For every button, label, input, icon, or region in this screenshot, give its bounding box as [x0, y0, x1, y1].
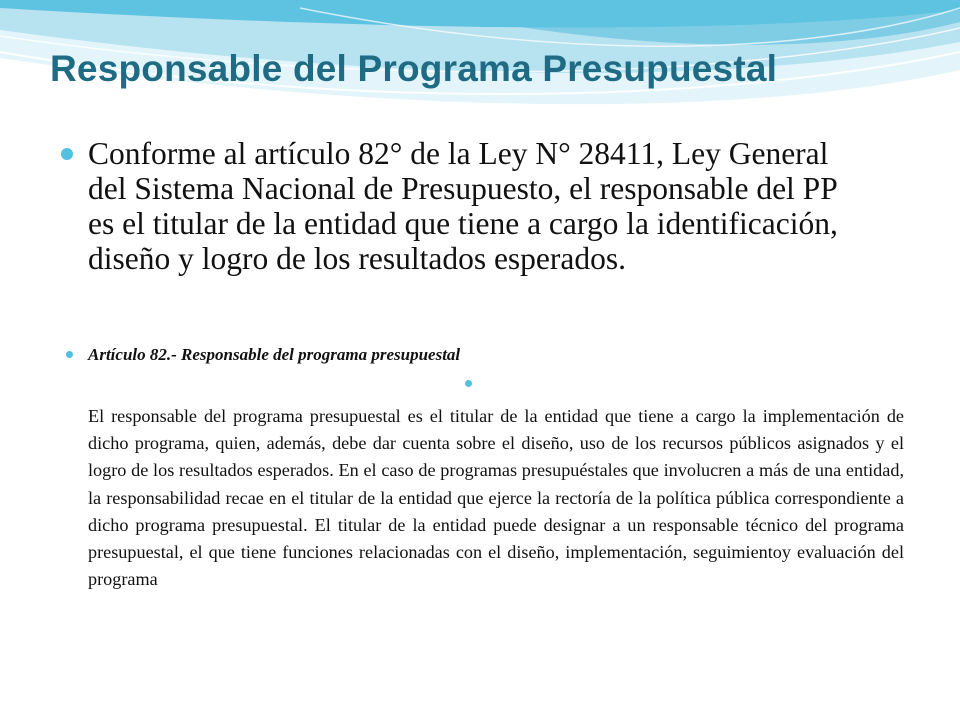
article-heading: Artículo 82.- Responsable del programa presupuestal: [88, 345, 461, 364]
bullet-dot-main: [61, 148, 73, 160]
bullet-main-text: Conforme al artículo 82° de la Ley N° 28411, Ley General del Sistema Nacional de Presupuesto, el responsable del PP es el titular de la entidad que tiene a cargo la identificación, diseño y logro de los resultados esperados.: [88, 136, 838, 276]
article-paragraph: El responsable del programa presupuestal es el titular de la entidad que tiene a cargo la implementación de dicho programa, quien, además, debe dar cuenta sobre el diseño, uso de los recursos públicos asignados y el logro de los resultados esperados. En el caso de programas presupuéstales que involucren a más de una entidad, la responsabilidad recae en el titular de la entidad que ejerce la rectoría de la política pública correspondiente a dicho programa presupuestal. El titular de la entidad puede designar a un responsable técnico del programa presupuestal, el que tiene funciones relacionadas con el diseño, implementación, seguimientoy evaluación del programa: [88, 406, 904, 590]
bullet-dot-heading: [66, 351, 73, 358]
bullet-dot-empty: [465, 380, 472, 387]
slide-title: Responsable del Programa Presupuestal: [50, 48, 778, 89]
